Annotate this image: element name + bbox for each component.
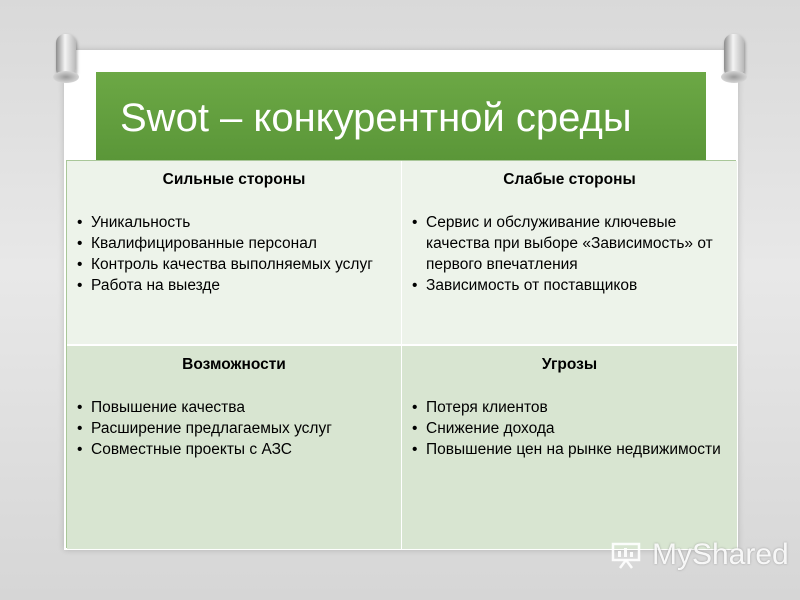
list-item: • Потеря клиентов <box>410 397 729 418</box>
list-item: • Совместные проекты с АЗС <box>75 439 393 460</box>
swot-cell-threats <box>402 346 737 549</box>
opportunities-list <box>75 397 393 460</box>
threats-list <box>410 397 729 460</box>
weaknesses-heading: Слабые стороны <box>503 171 636 188</box>
list-item: • Работа на выезде <box>75 275 393 296</box>
list-item: • Квалифицированные персонал <box>75 233 393 254</box>
weaknesses-list <box>410 212 729 296</box>
swot-table <box>66 160 736 548</box>
pushpin-right-icon <box>724 34 744 78</box>
strengths-heading: Сильные стороны <box>162 171 306 188</box>
list-item: • Повышение качества <box>75 397 393 418</box>
list-item: • Расширение предлагаемых услуг <box>75 418 393 439</box>
watermark-text: MyShared <box>652 538 789 571</box>
swot-cell-weaknesses <box>402 161 737 346</box>
watermark <box>610 538 789 572</box>
swot-cell-strengths <box>67 161 402 346</box>
pushpin-left-icon <box>56 34 76 78</box>
list-item: • Уникальность <box>75 212 393 233</box>
list-item: • Снижение дохода <box>410 418 729 439</box>
list-item: • Контроль качества выполняемых услуг <box>75 254 393 275</box>
title-bar <box>96 72 706 162</box>
slide-title: Swot – конкурентной среды <box>120 96 632 140</box>
swot-cell-opportunities <box>67 346 402 549</box>
list-item: • Повышение цен на рынке недвижимости <box>410 439 729 460</box>
list-item: • Зависимость от поставщиков <box>410 275 729 296</box>
opportunities-heading: Возможности <box>182 356 286 373</box>
list-item: • Сервис и обслуживание ключевые качества при выборе «Зависимость» от первого впечатления <box>410 212 729 275</box>
strengths-list <box>75 212 393 296</box>
threats-heading: Угрозы <box>541 356 598 373</box>
presentation-board-icon <box>610 540 644 570</box>
